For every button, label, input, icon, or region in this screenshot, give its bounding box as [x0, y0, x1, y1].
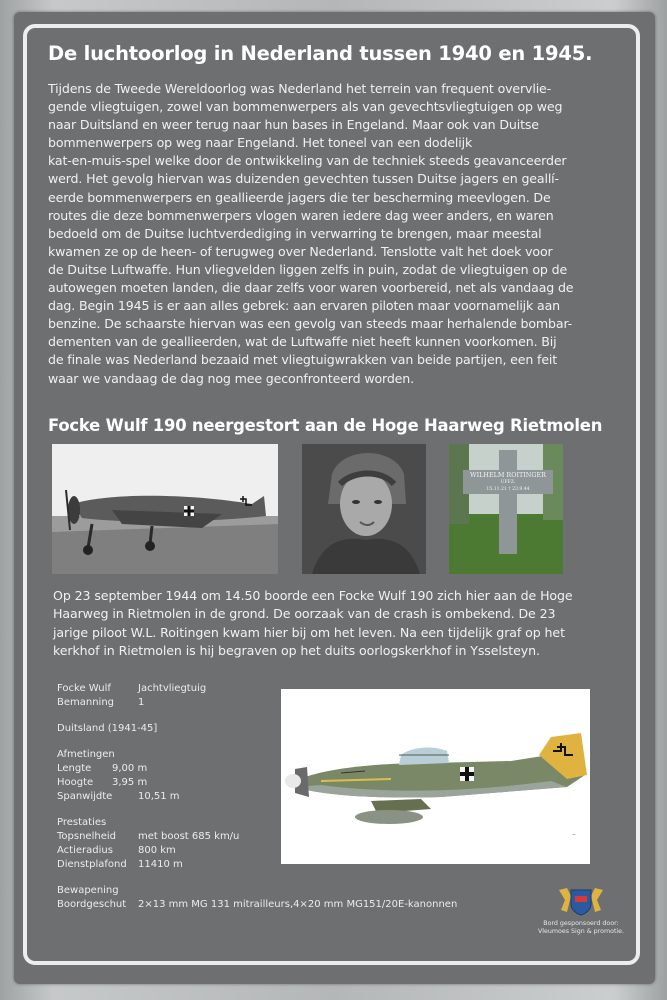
intro-line: de Duitse Luftwaffe. Hun vliegvelden liggen zelfs in puin, zodat de vliegtuigen op de [48, 261, 568, 277]
crash-line: Haarweg in Rietmolen in de grond. De oorzaak van de crash is ombekend. De 23 [53, 606, 556, 622]
cross-dates: 15.11.21 † 23.9.44 [486, 487, 530, 492]
intro-line: de finale was Nederland bezaaid met vliegtuigwrakken van beide partijen, een feit [48, 352, 558, 368]
fw190-side-view [281, 689, 590, 864]
spec-label: Spanwijdte [57, 791, 113, 802]
grave-cross-photo [449, 444, 563, 574]
intro-line: routes die deze bommenwerpers vlogen waren iedere dag weer anders, en waren [48, 207, 554, 223]
spec-row-crew [57, 697, 277, 711]
sign-title: De luchtoorlog in Nederland tussen 1940 en 1945. [48, 42, 593, 65]
spec-row-speed [57, 831, 277, 845]
spec-row-type [57, 683, 277, 697]
crash-line: jarige piloot W.L. Roitingen kwam hier bij om het leven. Na een tijdelijk graf op het [53, 624, 565, 640]
spec-row-guns [57, 899, 458, 913]
spec-value: 2×13 mm MG 131 mitrailleurs,4×20 mm MG151/20E-kanonnen [138, 899, 458, 910]
spec-row-length [57, 763, 277, 777]
spec-value: 800 km [138, 845, 176, 856]
pilot-portrait-photo [302, 444, 426, 574]
cross-rank: UFFZ. [500, 480, 516, 485]
spec-label: Actieradius [57, 845, 113, 856]
spec-section-dimensions: Afmetingen [57, 749, 115, 760]
crash-section-title: Focke Wulf 190 neergestort aan de Hoge Haarweg Rietmolen [48, 416, 603, 435]
sponsor-line: Bord gesponsoerd door: [543, 920, 619, 927]
spec-label: Bemanning [57, 697, 115, 708]
spec-row-range [57, 845, 277, 859]
intro-line: naar Duitsland en weer terug naar hun bases in Engeland. Maar ook van Duitse [48, 117, 539, 133]
spec-section-performance: Prestaties [57, 817, 107, 828]
intro-line: kat-en-muis-spel welke door de ontwikkeling van de techniek steeds geavanceerder [48, 153, 567, 169]
intro-line: eerde bommenwerpers en geallieerde jagers die ter bescherming meevlogen. De [48, 189, 551, 205]
spec-label: Focke Wulf [57, 683, 111, 694]
aircraft-photo [52, 444, 278, 574]
spec-label: Topsnelheid [57, 831, 116, 842]
spec-value: 1 [138, 697, 145, 708]
spec-origin: Duitsland (1941-45] [57, 723, 158, 734]
spec-row-ceiling [57, 859, 277, 873]
aircraft-specs [57, 683, 458, 913]
intro-line: autowegen moeten landen, die daar zelfs voor waren voorbereid, net als vandaag de [48, 280, 574, 296]
illustration-signature: ~ [571, 832, 576, 838]
sponsor-block [527, 886, 635, 936]
intro-line: bommenwerpers op weg naar Engeland. Het toneel van een dodelijk [48, 135, 473, 151]
spec-value: 11410 m [138, 859, 183, 870]
spec-label: Boordgeschut [57, 899, 127, 910]
crash-paragraph [53, 587, 633, 661]
sponsor-logo-icon [557, 886, 605, 916]
intro-line: Tijdens de Tweede Wereldoorlog was Nederland het terrein van frequent overvlie- [48, 81, 552, 96]
spec-value: met boost 685 km/u [138, 831, 240, 842]
intro-line: benzine. De schaarste hiervan was een gevolg van steeds maar herhalende bombar- [48, 316, 573, 332]
intro-line: dementen van de geallieerden, wat de Luftwaffe niet heeft kunnen voorkomen. Bij [48, 334, 557, 350]
grave-cross-drawing [449, 444, 563, 574]
sponsor-line: Vleumoes Sign & promotie. [537, 928, 625, 935]
spec-label: Dienstplafond [57, 859, 127, 870]
intro-paragraph [48, 80, 644, 388]
intro-line: kwamen ze op de heen- of terugweg over Nederland. Tenslotte valt het doek voor [48, 243, 553, 259]
spec-value: 3,95 m [112, 777, 148, 788]
spec-value: 10,51 m [138, 791, 180, 802]
aircraft-photo-drawing [52, 444, 278, 574]
spec-row-height [57, 777, 277, 791]
spec-label: Hoogte [57, 777, 94, 788]
crash-line: Op 23 september 1944 om 14.50 boorde een Focke Wulf 190 zich hier aan de Hoge [53, 588, 573, 603]
intro-line: gende vliegtuigen, zowel van bommenwerpers als van gevechtsvliegtuigen op weg [48, 99, 563, 115]
intro-line: dag. Begin 1945 is er aan alles gebrek: aan ervaren piloten maar voornamelijk aan [48, 298, 560, 314]
spec-section-armament: Bewapening [57, 885, 119, 896]
pilot-portrait-drawing [302, 444, 426, 574]
spec-label: Lengte [57, 763, 92, 774]
intro-line: bedoeld om de Duitse luchtverdediging in verwarring te brengen, maar meestal [48, 225, 542, 241]
cross-name: WILHELM ROITINGER [470, 471, 546, 479]
spec-value: Jachtvliegtuig [138, 683, 207, 694]
spec-row-span [57, 791, 277, 805]
intro-line: werd. Het gevolg hiervan was duizenden gevechten tussen Duitse jagers en geallí- [48, 171, 559, 187]
spec-value: 9,00 m [112, 763, 148, 774]
crash-line: kerkhof in Rietmolen is hij begraven op het duits oorlogskerkhof in Ysselsteyn. [53, 643, 540, 659]
aircraft-illustration [281, 689, 590, 864]
intro-line: waar we vandaag de dag nog mee geconfronteerd worden. [48, 370, 414, 386]
